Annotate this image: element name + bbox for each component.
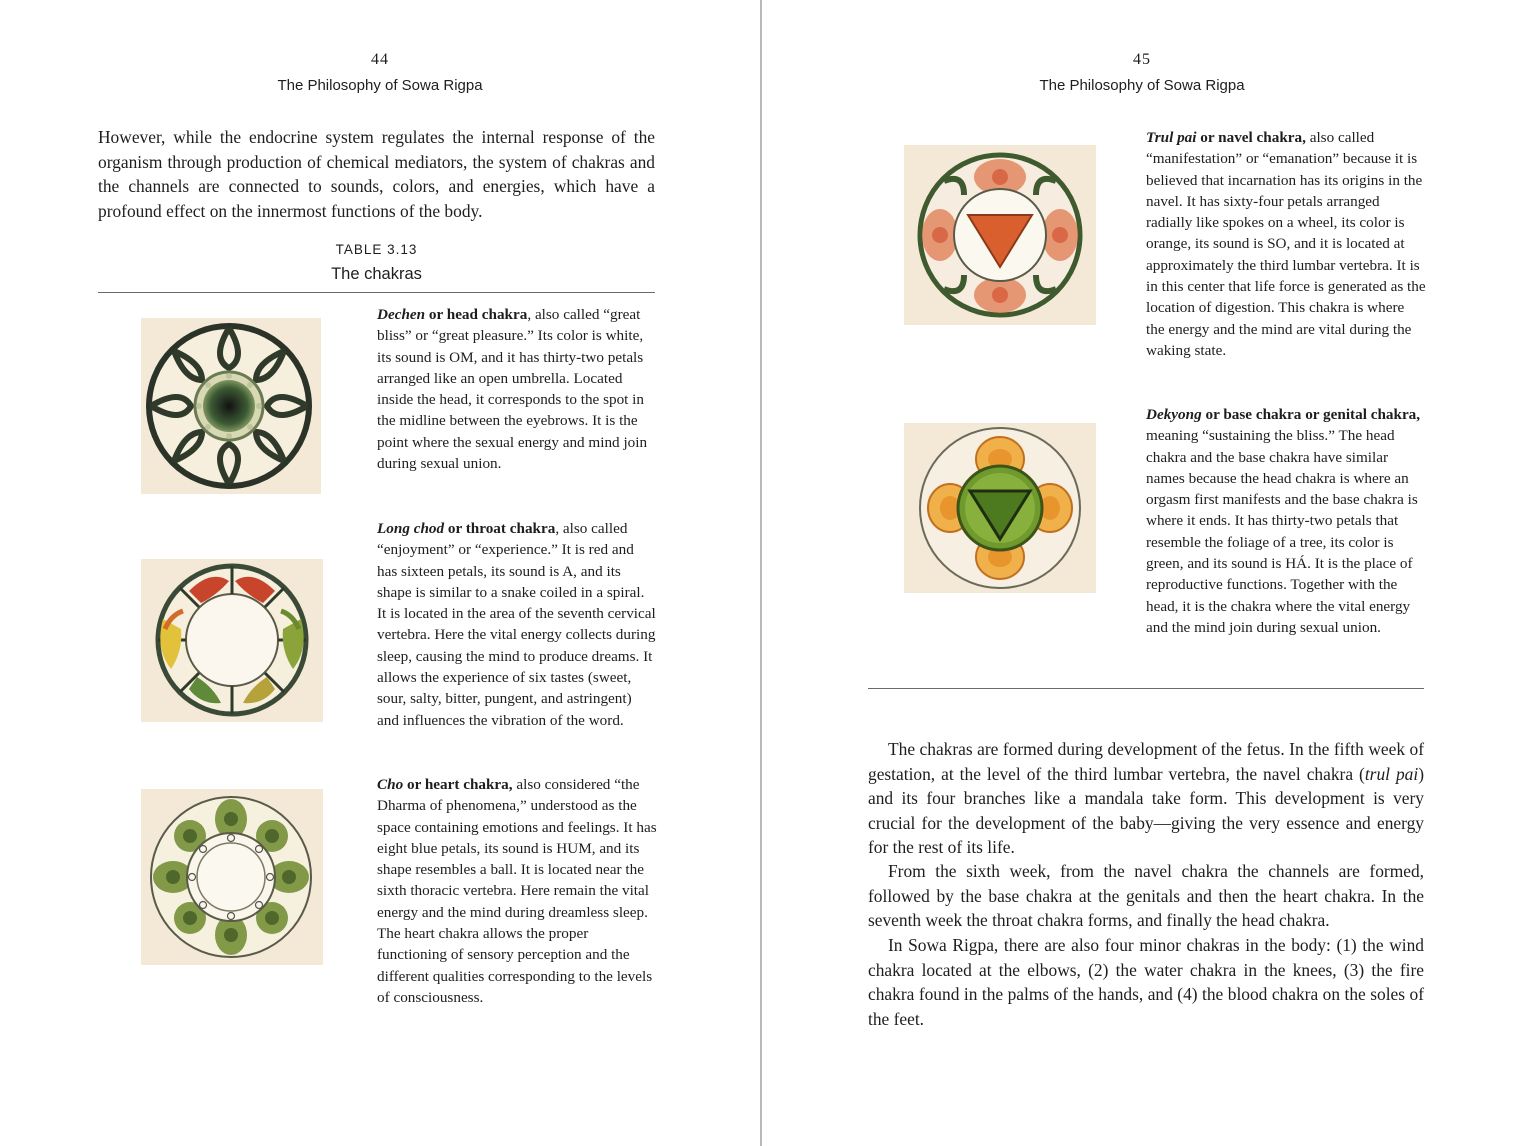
throat-chakra-illustration [141, 559, 323, 722]
page-number: 45 [1133, 51, 1151, 68]
heart-chakra-illustration [141, 789, 323, 965]
text-run: The chakras are formed during development of the fetus. In the fifth week of gestation, at the level of the third lumbar vertebra, the navel chakra ( [868, 739, 1424, 784]
entry-name: Dekyong [1146, 406, 1202, 423]
entry-text: , also called “enjoyment” or “experience.” It is red and has sixteen petals, its sound is A, and its shape is similar to a snake coiled in a spiral. It is located in the area of the seventh cervical vertebra. Here the vital energy collects during sleep, causing the mind to produce dreams. It allows the experience of six tastes (sweet, sour, salty, bitter, pungent, and astringent) and influences the vibration of the word. [377, 520, 656, 729]
head-chakra-entry [377, 304, 657, 474]
body-paragraph-1 [868, 737, 1424, 860]
right-page [762, 0, 1522, 1146]
entry-text: , also called “great bliss” or “great pleasure.” Its color is white, its sound is OM, and it has thirty-two petals arranged like an open umbrella. Located inside the head, it corresponds to the spot in the midline between the eyebrows. It is the point where the sexual energy and mind join during sexual union. [377, 306, 648, 473]
entry-text: also called “manifestation” or “emanation” because it is believed that incarnation has its origins in the navel. It has sixty-four petals arranged radially like spokes on a wheel, its color is orange, its sound is SO, and it is located at approximately the third lumbar vertebra. It is in this center that life force is generated as the location of digestion. This chakra is where the energy and the mind are vital during the waking state. [1146, 129, 1426, 359]
entry-label: or heart chakra, [403, 776, 513, 793]
entry-label: or navel chakra, [1196, 129, 1306, 146]
entry-name: Trul pai [1146, 129, 1197, 146]
entry-text: meaning “sustaining the bliss.” The head chakra and the base chakra have similar names because the head chakra is where an orgasm first manifests and the base chakra is where it ends. It has thirty-two petals that resemble the foliage of a tree, its color is green, and its sound is HÁ. It is the place of reproductive functions. Together with the head, it is the chakra where the vital energy and the mind join during sexual union. [1146, 427, 1418, 636]
table-bottom-rule [868, 688, 1424, 689]
text-run: ) and its four branches like a mandala take form. This development is very crucial for the development of the baby—giving the very essence and energy for the rest of its life. [868, 763, 1424, 857]
intro-paragraph: However, while the endocrine system regulates the internal response of the organism through production of chemical mediators, the system of chakras and the channels are connected to sounds, colors, and energies, which have a profound effect on the innermost functions of the body. [98, 127, 655, 221]
entry-text: also considered “the Dharma of phenomena,” understood as the space containing emotions and feelings. It has eight blue petals, its sound is HUM, and its shape resembles a ball. It is located near the sixth thoracic vertebra. Here remain the vital energy and the mind during dreamless sleep. The heart chakra allows the proper functioning of sensory perception and the different qualities corresponding to the levels of consciousness. [377, 776, 657, 1006]
base-chakra-entry [1146, 404, 1426, 638]
body-paragraph-3: In Sowa Rigpa, there are also four minor chakras in the body: (1) the wind chakra located at the elbows, (2) the water chakra in the knees, (3) the fire chakra found in the palms of the hands, and (4) the blood chakra on the soles of the feet. [868, 935, 1424, 1029]
head-chakra-illustration [141, 318, 321, 494]
left-page [0, 0, 760, 1146]
running-head: The Philosophy of Sowa Rigpa [1039, 77, 1245, 94]
running-head: The Philosophy of Sowa Rigpa [277, 77, 483, 94]
entry-name: Long chod [377, 520, 445, 537]
base-chakra-illustration [904, 423, 1096, 593]
table-title: The chakras [331, 265, 422, 283]
entry-name: Cho [377, 776, 404, 793]
entry-name: Dechen [377, 306, 426, 323]
navel-chakra-illustration [904, 145, 1096, 325]
table-top-rule [98, 292, 655, 293]
heart-chakra-entry [377, 774, 657, 1008]
entry-label: or head chakra [425, 306, 528, 323]
italic-term: trul pai [1364, 763, 1419, 784]
table-label: TABLE 3.13 [335, 242, 418, 257]
throat-chakra-entry [377, 518, 657, 731]
navel-chakra-entry [1146, 127, 1426, 361]
entry-label: or throat chakra [444, 520, 556, 537]
entry-label: or base chakra or genital chakra, [1201, 406, 1421, 423]
body-paragraph-2: From the sixth week, from the navel chakra the channels are formed, followed by the base chakra at the genitals and then the heart chakra. In the seventh week the throat chakra forms, and finally the head chakra. [868, 861, 1424, 930]
page-number: 44 [371, 51, 389, 68]
